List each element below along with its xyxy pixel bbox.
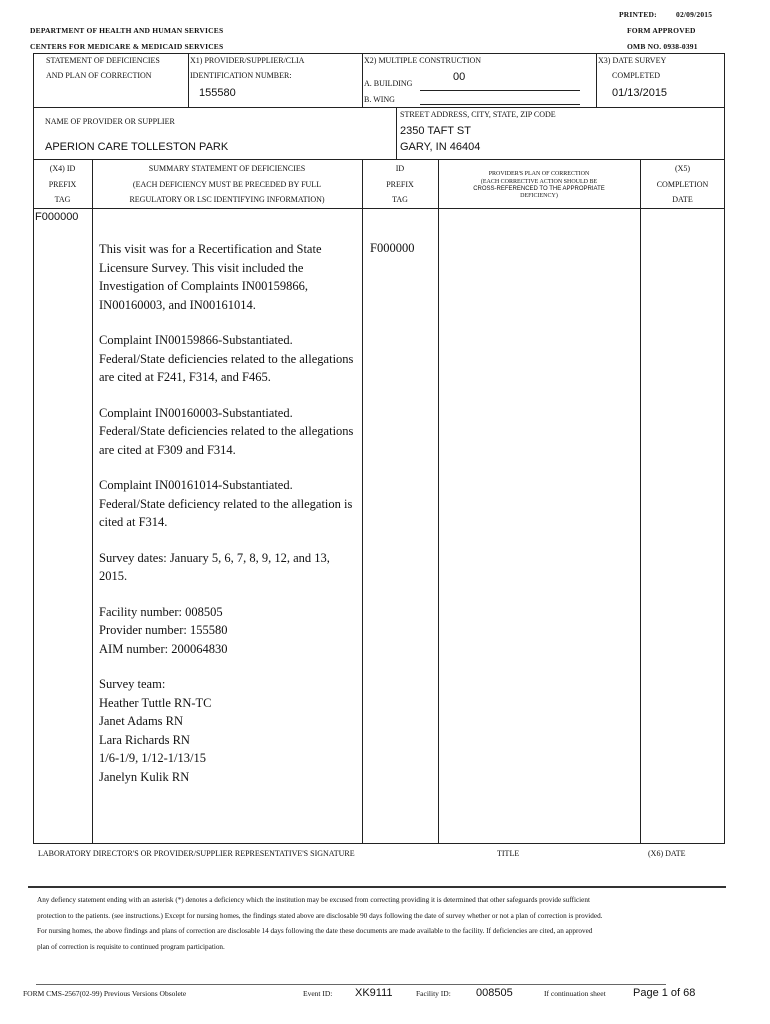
wing-label: B. WING xyxy=(364,95,395,104)
department-heading: DEPARTMENT OF HEALTH AND HUMAN SERVICES xyxy=(30,26,224,35)
provider-id-number: 155580 xyxy=(199,87,236,99)
provider-name-label: NAME OF PROVIDER OR SUPPLIER xyxy=(45,117,175,126)
disclaimer-text: Any defiency statement ending with an asterisk (*) denotes a deficiency which the institution may be excused from correcting providing it is determined that other safeguards provide sufficient protection to the patients. (see instructions.) Except for nursing homes, the findings stated above are disclosable 90 days following the date of survey whether or not a plan of correction is provided. For nursing homes, the above findings and plans of correction are disclosable 14 days following the date these documents are made available to the facility. If deficiencies are cited, an approved plan of correction is requisite to continued program participation. xyxy=(37,896,603,951)
summary-paragraph: This visit was for a Recertification and State Licensure Survey. This visit included the Investigation of Complaints IN00159866, IN00160003, and IN00161014. xyxy=(99,242,322,312)
statement-label-1: STATEMENT OF DEFICIENCIES xyxy=(46,56,160,65)
right-prefix-tag: F000000 xyxy=(370,241,415,255)
event-id-value: XK9111 xyxy=(355,987,393,999)
summary-header-3: REGULATORY OR LSC IDENTIFYING INFORMATION) xyxy=(129,195,325,204)
x3-label-1: X3) DATE SURVEY xyxy=(598,56,667,65)
left-prefix-tag: F000000 xyxy=(35,211,79,223)
summary-paragraph: Complaint IN00159866-Substantiated. Federal/State deficiencies related to the allegations are cited at F241, F314, and F465. xyxy=(99,333,354,384)
deficiency-summary xyxy=(99,240,357,803)
separator xyxy=(28,886,726,888)
facility-id-value: 008505 xyxy=(476,987,513,999)
statement-label-2: AND PLAN OF CORRECTION xyxy=(46,71,152,80)
address-line-2: GARY, IN 46404 xyxy=(400,141,481,153)
plan-header-2: (EACH CORRECTIVE ACTION SHOULD BE xyxy=(480,179,598,185)
x1-label-1: X1) PROVIDER/SUPPLIER/CLIA xyxy=(190,56,305,65)
centers-heading: CENTERS FOR MEDICARE & MEDICAID SERVICES xyxy=(30,42,224,51)
plan-header-4: DEFICIENCY) xyxy=(520,193,558,199)
summary-paragraph: Facility number: 008505 Provider number: 155580 AIM number: 200064830 xyxy=(99,604,228,656)
summary-header-1: SUMMARY STATEMENT OF DEFICIENCIES xyxy=(148,164,306,173)
id-header-3: TAG xyxy=(392,195,408,204)
survey-completed-date: 01/13/2015 xyxy=(612,87,668,99)
id-header-1: ID xyxy=(395,164,405,173)
summary-header-2: (EACH DEFICIENCY MUST BE PRECEDED BY FULL xyxy=(132,180,322,189)
x5-header-2: COMPLETION xyxy=(656,180,709,189)
x6-date-label: (X6) DATE xyxy=(648,849,686,858)
id-header-2: PREFIX xyxy=(386,180,414,189)
x5-header-3: DATE xyxy=(672,195,693,204)
title-label: TITLE xyxy=(497,849,520,858)
building-value: 00 xyxy=(453,71,466,83)
facility-id-label: Facility ID: xyxy=(416,989,451,998)
x4-header-3: TAG xyxy=(54,195,71,204)
plan-header-3: CROSS-REFERENCED TO THE APPROPRIATE xyxy=(473,186,605,192)
building-label: A. BUILDING xyxy=(364,79,413,88)
x4-header-1: (X4) ID xyxy=(49,164,76,173)
omb-number: OMB NO. 0938-0391 xyxy=(627,42,698,51)
signature-label: LABORATORY DIRECTOR'S OR PROVIDER/SUPPLIER REPRESENTATIVE'S SIGNATURE xyxy=(38,849,355,858)
printed-date: 02/09/2015 xyxy=(676,10,713,19)
continuation-label: If continuation sheet xyxy=(544,989,606,998)
x2-label: X2) MULTIPLE CONSTRUCTION xyxy=(364,56,482,65)
x5-header-1: (X5) xyxy=(674,164,691,173)
address-line-1: 2350 TAFT ST xyxy=(400,125,471,137)
printed-label: PRINTED: xyxy=(619,10,657,19)
provider-name: APERION CARE TOLLESTON PARK xyxy=(45,141,229,153)
summary-paragraph: Survey team: Heather Tuttle RN-TC Janet Adams RN Lara Richards RN 1/6-1/9, 1/12-1/13/15 Janelyn Kulik RN xyxy=(99,677,212,784)
form-id: FORM CMS-2567(02-99) Previous Versions Obsolete xyxy=(23,989,187,998)
page-number: Page 1 of 68 xyxy=(633,987,696,999)
form-approved: FORM APPROVED xyxy=(627,26,696,35)
event-id-label: Event ID: xyxy=(303,989,333,998)
x4-header-2: PREFIX xyxy=(48,180,77,189)
address-label: STREET ADDRESS, CITY, STATE, ZIP CODE xyxy=(400,110,556,119)
summary-paragraph: Complaint IN00160003-Substantiated. Federal/State deficiencies related to the allegations are cited at F309 and F314. xyxy=(99,405,354,457)
plan-header-1: PROVIDER'S PLAN OF CORRECTION xyxy=(488,171,590,177)
summary-paragraph: Complaint IN00161014-Substantiated. Federal/State deficiency related to the allegation is cited at F314. xyxy=(99,478,353,529)
x1-label-2: IDENTIFICATION NUMBER: xyxy=(190,71,292,80)
summary-paragraph: Survey dates: January 5, 6, 7, 8, 9, 12, and 13, 2015. xyxy=(99,550,330,583)
x3-label-2: COMPLETED xyxy=(612,71,660,80)
